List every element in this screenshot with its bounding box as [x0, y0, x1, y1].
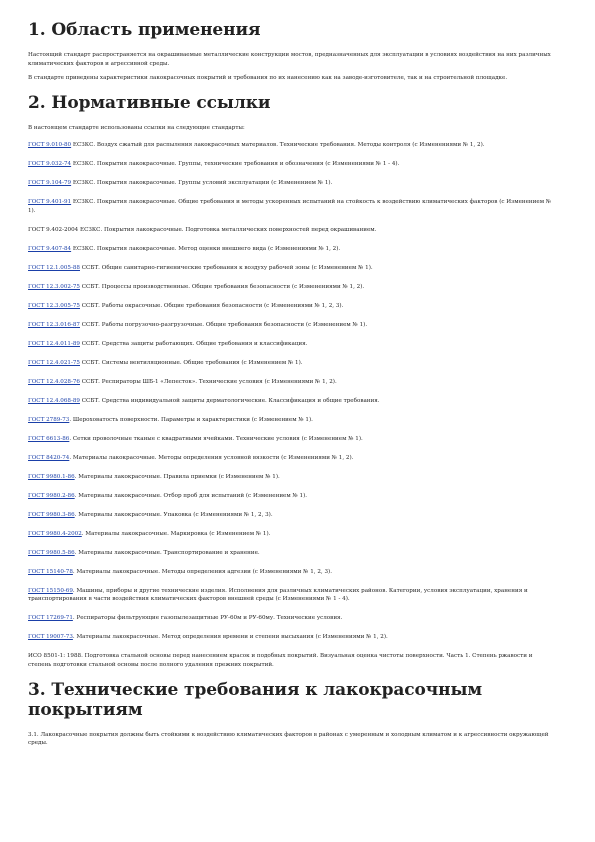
section-3-paragraph-1: 3.1. Лакокрасочные покрытия должны быть стойкими к воздействию климатических факторов в районах с умеренным и холодным климатом и к агрессивности окружающей среды.: [28, 731, 549, 747]
reference-text: ССБТ. Системы вентиляционные. Общие требования (с Изменением № 1).: [80, 359, 303, 366]
reference-text: . Материалы лакокрасочные. Маркировка (с Изменением № 1).: [81, 530, 271, 537]
reference-link[interactable]: ГОСТ 12.1.005-88: [28, 264, 80, 271]
reference-item: [28, 141, 556, 150]
reference-link[interactable]: ГОСТ 12.4.068-89: [28, 397, 80, 404]
reference-text: ЕСЗКС. Покрытия лакокрасочные. Метод оценки внешнего вида (с Изменениями № 1, 2).: [71, 245, 341, 252]
reference-link[interactable]: ГОСТ 9980.4-2002: [28, 530, 82, 537]
reference-link[interactable]: ГОСТ 9980.5-86: [28, 549, 75, 556]
reference-link[interactable]: ГОСТ 15140-78: [28, 568, 73, 575]
reference-text: . Сетки проволочные тканые с квадратными ячейками. Технические условия (с Изменением № 1).: [69, 435, 363, 442]
reference-item: [28, 511, 556, 520]
reference-link[interactable]: ГОСТ 9980.3-86: [28, 511, 75, 518]
reference-link[interactable]: ГОСТ 9980.1-86: [28, 473, 75, 480]
reference-text: ССБТ. Средства индивидуальной защиты дерматологические. Классификация и общие требования.: [80, 397, 380, 404]
reference-item: [28, 245, 556, 254]
reference-text: . Материалы лакокрасочные. Правила приемки (с Изменением № 1).: [74, 473, 280, 480]
reference-text: ЕСЗКС. Воздух сжатый для распыления лакокрасочных материалов. Технические требования. Методы контроля (с Изменениями № 1, 2).: [71, 142, 485, 149]
reference-item: [28, 340, 556, 349]
reference-item: [28, 378, 556, 387]
reference-link[interactable]: ГОСТ 15150-69: [28, 587, 73, 594]
reference-text: . Шероховатость поверхности. Параметры и характеристики (с Изменением № 1).: [69, 416, 313, 423]
reference-item: [28, 283, 556, 292]
reference-item: [28, 587, 556, 604]
reference-link[interactable]: ГОСТ 12.3.005-75: [28, 302, 80, 309]
reference-text: ССБТ. Работы погрузочно-разгрузочные. Общие требования безопасности (с Изменением № 1).: [80, 321, 368, 328]
reference-link[interactable]: ГОСТ 12.3.016-87: [28, 321, 80, 328]
reference-item: [28, 416, 556, 425]
reference-text: ИСО 8501-1: 1988. Подготовка стальной основы перед нанесением красок и подобных покрытий. Визуальная оценка чистоты поверхности. Часть 1. Степень ржавости и степень подготовки стальной основы после полного удаления прежних покрытий.: [28, 653, 533, 668]
reference-item: [28, 454, 556, 463]
reference-link[interactable]: ГОСТ 9.104-79: [28, 180, 72, 187]
reference-text: ССБТ. Средства защиты работающих. Общие требования и классификация.: [80, 340, 308, 347]
reference-link[interactable]: ГОСТ 9.032-74: [28, 161, 72, 168]
reference-item: [28, 652, 556, 669]
reference-link[interactable]: ГОСТ 9.407-84: [28, 245, 72, 252]
reference-text: . Материалы лакокрасочные. Упаковка (с Изменениями № 1, 2, 3).: [74, 511, 273, 518]
reference-item: [28, 179, 556, 188]
reference-text: . Машины, приборы и другие технические изделия. Исполнения для различных климатических районов. Категории, условия эксплуатации, хранения и транспортирования в части воздействия климатических факторов внешней среды (с Изменениями № 1 - 4).: [28, 587, 528, 603]
reference-link[interactable]: ГОСТ 17269-71: [28, 615, 73, 622]
reference-link[interactable]: ГОСТ 12.3.002-75: [28, 283, 80, 290]
section-2-title: 2. Нормативные ссылки: [28, 92, 271, 113]
reference-link[interactable]: ГОСТ 19007-73: [28, 634, 73, 641]
reference-text: . Материалы лакокрасочные. Отбор проб для испытаний (с Изменением № 1).: [74, 492, 308, 499]
reference-text: ССБТ. Процессы производственные. Общие требования безопасности (с Изменениями № 1, 2).: [80, 283, 365, 290]
reference-link[interactable]: ГОСТ 6613-86: [28, 435, 70, 442]
reference-link[interactable]: ГОСТ 2789-73: [28, 416, 70, 423]
reference-link[interactable]: ГОСТ 9980.2-86: [28, 492, 75, 499]
section-1-paragraph-1: Настоящий стандарт распространяется на окрашиваемые металлические конструкции мостов, предназначенных для эксплуатации в условиях воздействия на них различных климатических факторов и агрессивной среды.: [28, 52, 551, 67]
reference-item: [28, 492, 556, 501]
reference-text: ГОСТ 9.402-2004 ЕСЗКС. Покрытия лакокрасочные. Подготовка металлических поверхностей перед окрашиванием.: [28, 226, 377, 233]
reference-item: [28, 226, 556, 235]
reference-item: [28, 397, 556, 406]
reference-item: [28, 198, 556, 215]
reference-item: [28, 568, 556, 577]
section-1-title: 1. Область применения: [28, 20, 261, 40]
reference-text: ССБТ. Общие санитарно-гигиенические требования к воздуху рабочей зоны (с Изменением № 1).: [80, 264, 373, 271]
reference-item: [28, 160, 556, 169]
reference-item: [28, 549, 556, 558]
reference-item: [28, 530, 556, 539]
reference-link[interactable]: ГОСТ 9.401-91: [28, 199, 72, 206]
section-2-intro: В настоящем стандарте использованы ссылки на следующие стандарты:: [28, 124, 245, 131]
reference-text: ЕСЗКС. Покрытия лакокрасочные. Общие требования и методы ускоренных испытаний на стойкость к воздействию климатических факторов (с Изменением № 1).: [28, 199, 552, 214]
reference-text: ССБТ. Работы окрасочные. Общие требования безопасности (с Изменениями № 1, 2, 3).: [80, 302, 344, 309]
reference-link[interactable]: ГОСТ 9.010-80: [28, 142, 72, 149]
reference-link[interactable]: ГОСТ 8420-74: [28, 454, 70, 461]
reference-link[interactable]: ГОСТ 12.4.028-76: [28, 378, 80, 385]
reference-item: [28, 614, 556, 623]
reference-item: [28, 435, 556, 444]
reference-text: . Материалы лакокрасочные. Методы определения условной вязкости (с Изменениями № 1, 2).: [69, 454, 354, 461]
section-3-title: 3. Технические требования к лакокрасочным покрытиям: [28, 679, 483, 720]
reference-item: [28, 359, 556, 368]
reference-item: [28, 473, 556, 482]
references-list: [28, 141, 556, 669]
reference-item: [28, 264, 556, 273]
reference-text: . Респираторы фильтрующие газопылезащитные РУ-60м и РУ-60му. Технические условия.: [72, 615, 343, 622]
document-page: [28, 14, 556, 754]
reference-text: ЕСЗКС. Покрытия лакокрасочные. Группы, технические требования и обозначения (с Изменениями № 1 - 4).: [71, 161, 400, 168]
reference-item: [28, 321, 556, 330]
section-1-paragraph-2: В стандарте приведены характеристики лакокрасочных покрытий и требования по их нанесению как на заводе-изготовителе, так и на строительной площадке.: [28, 75, 508, 82]
reference-item: [28, 633, 556, 642]
reference-text: ЕСЗКС. Покрытия лакокрасочные. Группы условий эксплуатации (с Изменением № 1).: [71, 180, 333, 187]
reference-text: . Материалы лакокрасочные. Метод определения времени и степени высыхания (с Изменениями № 1, 2).: [72, 634, 388, 641]
reference-link[interactable]: ГОСТ 12.4.011-89: [28, 340, 80, 347]
reference-text: . Материалы лакокрасочные. Транспортирование и хранение.: [74, 549, 260, 556]
reference-link[interactable]: ГОСТ 12.4.021-75: [28, 359, 80, 366]
reference-text: . Материалы лакокрасочные. Методы определения адгезии (с Изменениями № 1, 2, 3).: [72, 568, 332, 575]
reference-text: ССБТ. Респираторы ШБ-1 «Лепесток». Технические условия (с Изменениями № 1, 2).: [80, 378, 337, 385]
reference-item: [28, 302, 556, 311]
